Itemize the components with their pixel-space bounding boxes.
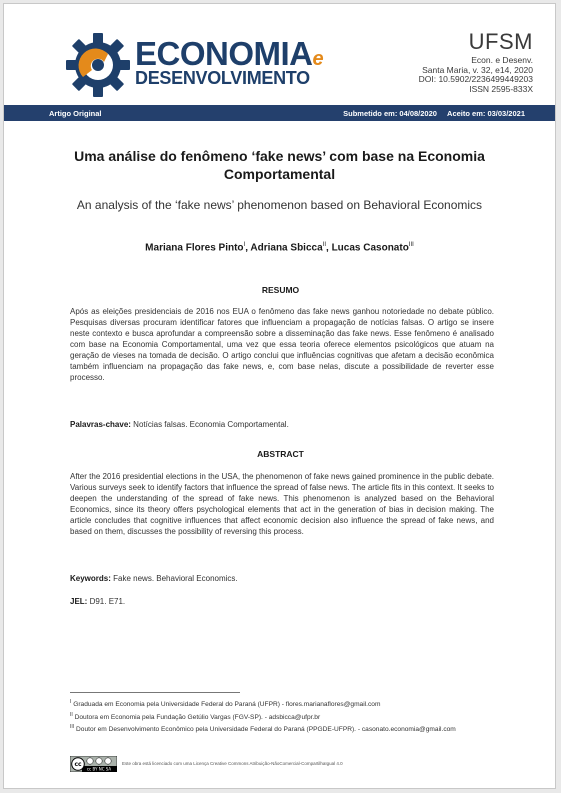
license-text: Este obra está licenciado com uma Licença Creative Commons Atribuição-NãoComercial-CompartilhaIgual 4.0 [122, 761, 343, 766]
cc-badge-label: cc BY NC SA [86, 766, 112, 772]
dates [335, 109, 525, 118]
resumo-heading: RESUMO [261, 285, 300, 295]
author-name: Mariana Flores Pinto [145, 242, 244, 254]
jel-codes [70, 596, 494, 607]
abstract-text: After the 2016 presidential elections in the USA, the phenomenon of fake news gained prominence in the public debate. Various surveys seek to identify factors that influence the spread of false news. The article fits in this context. It seeks to deepen the understanding of the spread of fake news. This phenomenon is analyzed based on the Behavioral Economics, since its theory offers psychological elements that act in the generation of bias in decision making. The article concludes that cognitive influences that affect economic decision also influence the spread of fake news, and based on them, discusses the possibility of reversing this process. [70, 472, 494, 536]
keywords-label: Keywords: [70, 574, 111, 583]
author-name: Adriana Sbicca [250, 242, 323, 254]
author-mark: III [408, 242, 414, 248]
journal-info [373, 30, 533, 94]
university-name: UFSM [468, 29, 533, 54]
footnote-mark: I [70, 699, 72, 705]
resumo-text: Após as eleições presidenciais de 2016 nos EUA o fenômeno das fake news ganhou notoriedade no debate público. Pesquisas diversas procuram identificar fatores que influenciam a propagação de notícias falsas. O artigo se insere neste contexto e busca aprofundar a compreensão sobre a disseminação das fake news. Esse fenômeno é analisado com base na Economia Comportamental, uma vez que essa teoria oferece elementos psicológicos que atuam na geração de vieses na tomada de decisão. O artigo conclui que influências cognitivas que afetam a decisão econômica também influenciam na propagação das fake news, e, com base nelas, discute a possibilidade de reverter esse processo. [70, 307, 494, 382]
footnote-text: Graduada em Economia pela Universidade Federal do Paraná (UFPR) - flores.marianaflores@gmail.com [73, 701, 381, 709]
logo-ampersand: e [312, 48, 324, 70]
author-mark: I [243, 242, 246, 248]
article-info-band [4, 105, 555, 121]
journal-line: Santa Maria, v. 32, e14, 2020 [422, 64, 533, 75]
logo-line2: DESENVOLVIMENTO [135, 68, 310, 88]
footnote [70, 698, 494, 709]
keywords-value: Fake news. Behavioral Economics. [113, 574, 238, 583]
accepted-date: Aceito em: 03/03/2021 [447, 109, 525, 118]
article-page [3, 3, 556, 789]
jel-label: JEL: [70, 597, 88, 606]
abstract-heading: ABSTRACT [257, 449, 304, 459]
author-name: Lucas Casonato [331, 242, 409, 254]
submitted-date: Submetido em: 04/08/2020 [343, 109, 437, 118]
svg-text:cc: cc [74, 761, 82, 769]
article-title: Uma análise do fenômeno ‘fake news’ com base na Economia Comportamental [74, 148, 485, 182]
author-mark: II [322, 242, 326, 248]
logo-line1: ECONOMIA [135, 35, 313, 72]
keywords-value: Notícias falsas. Economia Comportamental. [133, 420, 289, 429]
abstract-keywords [70, 573, 494, 584]
gear-logo-icon [64, 31, 132, 99]
journal-line: DOI: 10.5902/2236499449203 [418, 74, 533, 84]
footnote-mark: II [70, 712, 73, 718]
journal-line: ISSN 2595-833X [469, 83, 533, 94]
footnote [70, 723, 494, 734]
article-title-en: An analysis of the ‘fake news’ phenomenon based on Behavioral Economics [76, 198, 483, 212]
journal-line: Econ. e Desenv. [471, 55, 533, 65]
article-type: Artigo Original [49, 109, 102, 118]
footnote [70, 711, 494, 722]
resumo-keywords [70, 419, 494, 430]
keywords-label: Palavras-chave: [70, 420, 131, 429]
author-list: Mariana Flores Pinto$^I$, Adriana Sbicca$^{II}$, Lucas Casonato$^{III}$ [145, 242, 414, 254]
footnote-text: Doutor em Desenvolvimento Econômico pela Universidade Federal do Paraná (PPGDE-UFPR). - casonato.economia@gmail.com [76, 726, 456, 734]
footnote-text: Doutora em Economia pela Fundação Getúlio Vargas (FGV-SP). - adsbicca@ufpr.br [74, 714, 321, 722]
footnote-rule [70, 692, 240, 693]
creative-commons-icon [70, 756, 117, 772]
jel-value: D91. E71. [89, 597, 126, 606]
footnote-mark: III [70, 724, 75, 730]
